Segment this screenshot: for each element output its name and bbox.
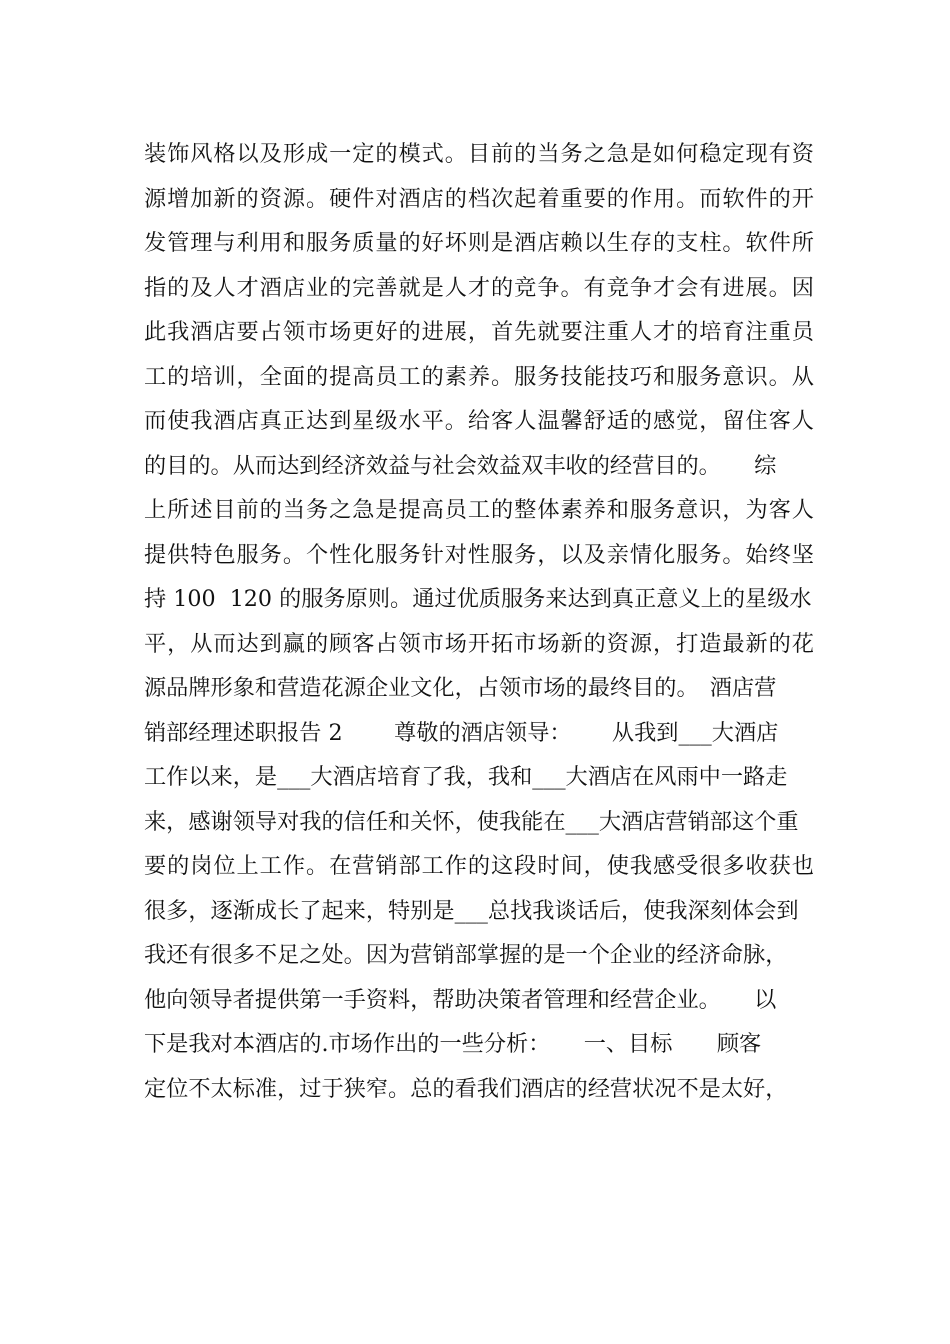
text-line: 很多，逐渐成长了起来，特别是___总找我谈话后，使我深刻体会到	[144, 897, 799, 924]
text-line: 持 100 120 的服务原则。通过优质服务来达到真正意义上的星级水	[144, 586, 812, 612]
text-line: 来，感谢领导对我的信任和关怀，使我能在___大酒店营销部这个重	[144, 808, 799, 835]
text-line: 源品牌形象和营造花源企业文化，占领市场的最终目的。 酒店营	[144, 675, 777, 701]
text-line: 平，从而达到赢的顾客占领市场开拓市场新的资源，打造最新的花	[144, 630, 814, 657]
text-line: 上所述目前的当务之急是提高员工的整体素养和服务意识，为客人	[144, 497, 814, 523]
text-line: 此我酒店要占领市场更好的进展，首先就要注重人才的培育注重员	[144, 319, 814, 345]
body-text	[144, 132, 814, 1111]
text-line: 他向领导者提供第一手资料，帮助决策者管理和经营企业。 以	[144, 986, 777, 1013]
text-line: 提供特色服务。个性化服务针对性服务，以及亲情化服务。始终坚	[144, 541, 814, 568]
text-line: 要的岗位上工作。在营销部工作的这段时间，使我感受很多收获也	[144, 853, 814, 879]
text-line: 指的及人才酒店业的完善就是人才的竞争。有竞争才会有进展。因	[144, 274, 814, 301]
text-line: 销部经理述职报告 2 尊敬的酒店领导： 从我到___大酒店	[144, 719, 779, 746]
text-line: 的目的。从而达到经济效益与社会效益双丰收的经营目的。 综	[144, 452, 777, 479]
text-line: 发管理与利用和服务质量的好坏则是酒店赖以生存的支柱。软件所	[144, 230, 814, 256]
text-line: 下是我对本酒店的.市场作出的一些分析： 一、目标 顾客	[144, 1031, 762, 1057]
text-line: 工作以来，是___大酒店培育了我，我和___大酒店在风雨中一路走	[144, 764, 788, 790]
text-line: 源增加新的资源。硬件对酒店的档次起着重要的作用。而软件的开	[144, 185, 814, 212]
text-line: 定位不太标准，过于狭窄。总的看我们酒店的经营状况不是太好，	[144, 1075, 788, 1102]
text-line: 而使我酒店真正达到星级水平。给客人温馨舒适的感觉，留住客人	[144, 408, 814, 434]
text-line: 工的培训，全面的提高员工的素养。服务技能技巧和服务意识。从	[144, 363, 814, 390]
text-line: 我还有很多不足之处。因为营销部掌握的是一个企业的经济命脉，	[144, 942, 788, 968]
text-line: 装饰风格以及形成一定的模式。目前的当务之急是如何稳定现有资	[144, 141, 814, 167]
